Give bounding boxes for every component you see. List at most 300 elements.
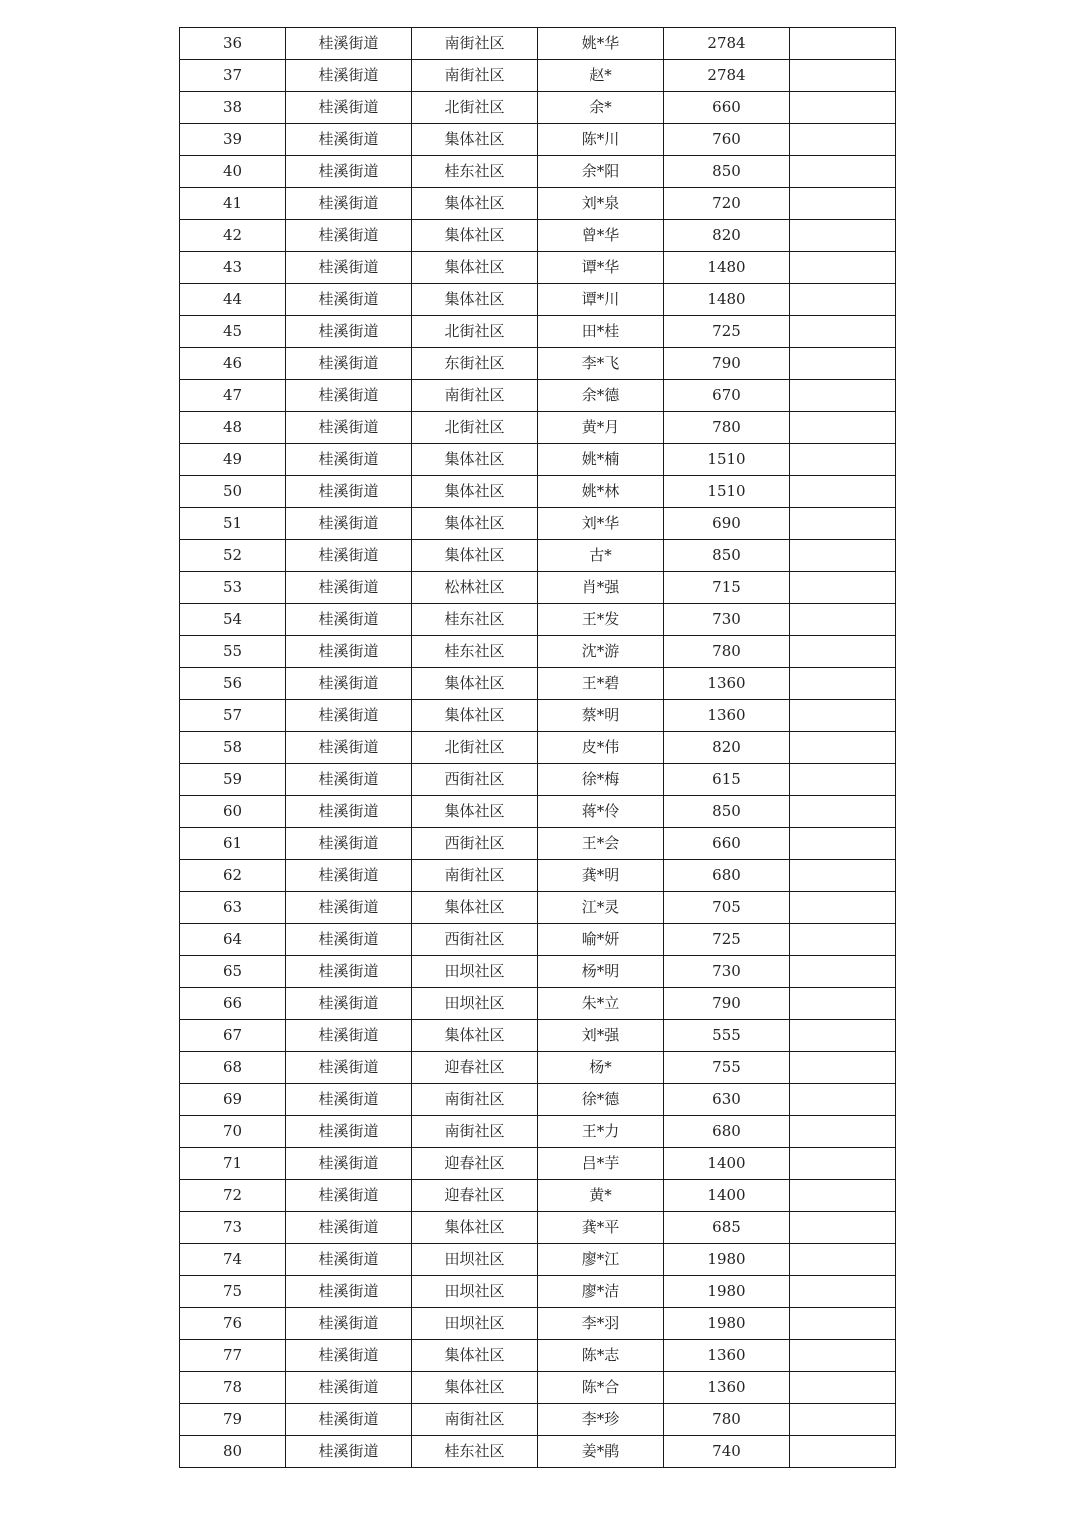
- cell-amount: 1480: [664, 284, 790, 316]
- cell-remarks: [790, 1372, 896, 1404]
- cell-community: 集体社区: [412, 188, 538, 220]
- cell-community: 集体社区: [412, 1340, 538, 1372]
- cell-person-name: 李*羽: [538, 1308, 664, 1340]
- cell-community: 集体社区: [412, 540, 538, 572]
- cell-serial-number: 80: [180, 1436, 286, 1468]
- cell-serial-number: 77: [180, 1340, 286, 1372]
- cell-remarks: [790, 860, 896, 892]
- cell-street: 桂溪街道: [286, 540, 412, 572]
- cell-serial-number: 50: [180, 476, 286, 508]
- cell-serial-number: 51: [180, 508, 286, 540]
- cell-serial-number: 52: [180, 540, 286, 572]
- cell-street: 桂溪街道: [286, 380, 412, 412]
- cell-remarks: [790, 572, 896, 604]
- cell-amount: 685: [664, 1212, 790, 1244]
- cell-serial-number: 45: [180, 316, 286, 348]
- table-row: [180, 1052, 896, 1084]
- table-row: [180, 732, 896, 764]
- cell-remarks: [790, 476, 896, 508]
- cell-remarks: [790, 796, 896, 828]
- cell-community: 集体社区: [412, 668, 538, 700]
- cell-street: 桂溪街道: [286, 156, 412, 188]
- cell-remarks: [790, 348, 896, 380]
- cell-serial-number: 74: [180, 1244, 286, 1276]
- cell-street: 桂溪街道: [286, 1148, 412, 1180]
- cell-serial-number: 49: [180, 444, 286, 476]
- cell-community: 松林社区: [412, 572, 538, 604]
- cell-person-name: 龚*明: [538, 860, 664, 892]
- cell-community: 桂东社区: [412, 604, 538, 636]
- table-row: [180, 476, 896, 508]
- cell-remarks: [790, 60, 896, 92]
- table-row: [180, 1340, 896, 1372]
- cell-street: 桂溪街道: [286, 1244, 412, 1276]
- cell-serial-number: 68: [180, 1052, 286, 1084]
- cell-community: 集体社区: [412, 892, 538, 924]
- cell-person-name: 黄*: [538, 1180, 664, 1212]
- table-row: [180, 284, 896, 316]
- table-row: [180, 860, 896, 892]
- cell-amount: 690: [664, 508, 790, 540]
- cell-community: 东街社区: [412, 348, 538, 380]
- cell-serial-number: 72: [180, 1180, 286, 1212]
- table-row: [180, 28, 896, 60]
- cell-person-name: 刘*泉: [538, 188, 664, 220]
- cell-street: 桂溪街道: [286, 412, 412, 444]
- cell-street: 桂溪街道: [286, 252, 412, 284]
- cell-street: 桂溪街道: [286, 508, 412, 540]
- cell-person-name: 肖*强: [538, 572, 664, 604]
- cell-remarks: [790, 1084, 896, 1116]
- cell-person-name: 谭*川: [538, 284, 664, 316]
- cell-community: 集体社区: [412, 508, 538, 540]
- cell-remarks: [790, 540, 896, 572]
- cell-community: 迎春社区: [412, 1148, 538, 1180]
- table-row: [180, 380, 896, 412]
- cell-remarks: [790, 220, 896, 252]
- table-row: [180, 1276, 896, 1308]
- table-row: [180, 1244, 896, 1276]
- cell-amount: 1360: [664, 668, 790, 700]
- cell-community: 北街社区: [412, 92, 538, 124]
- cell-remarks: [790, 700, 896, 732]
- cell-remarks: [790, 508, 896, 540]
- cell-amount: 630: [664, 1084, 790, 1116]
- cell-street: 桂溪街道: [286, 988, 412, 1020]
- cell-serial-number: 67: [180, 1020, 286, 1052]
- cell-serial-number: 59: [180, 764, 286, 796]
- cell-person-name: 廖*江: [538, 1244, 664, 1276]
- cell-amount: 705: [664, 892, 790, 924]
- cell-serial-number: 71: [180, 1148, 286, 1180]
- cell-serial-number: 76: [180, 1308, 286, 1340]
- cell-remarks: [790, 764, 896, 796]
- cell-street: 桂溪街道: [286, 700, 412, 732]
- table-row: [180, 1148, 896, 1180]
- cell-street: 桂溪街道: [286, 476, 412, 508]
- cell-amount: 820: [664, 220, 790, 252]
- cell-amount: 780: [664, 1404, 790, 1436]
- cell-serial-number: 78: [180, 1372, 286, 1404]
- cell-amount: 820: [664, 732, 790, 764]
- cell-community: 集体社区: [412, 700, 538, 732]
- cell-amount: 755: [664, 1052, 790, 1084]
- cell-community: 集体社区: [412, 252, 538, 284]
- cell-amount: 1980: [664, 1276, 790, 1308]
- cell-amount: 720: [664, 188, 790, 220]
- cell-remarks: [790, 380, 896, 412]
- cell-serial-number: 37: [180, 60, 286, 92]
- cell-remarks: [790, 732, 896, 764]
- cell-person-name: 李*飞: [538, 348, 664, 380]
- cell-street: 桂溪街道: [286, 668, 412, 700]
- cell-amount: 1360: [664, 1372, 790, 1404]
- cell-person-name: 陈*川: [538, 124, 664, 156]
- cell-amount: 555: [664, 1020, 790, 1052]
- cell-street: 桂溪街道: [286, 348, 412, 380]
- cell-street: 桂溪街道: [286, 444, 412, 476]
- cell-remarks: [790, 124, 896, 156]
- cell-amount: 680: [664, 860, 790, 892]
- cell-serial-number: 43: [180, 252, 286, 284]
- cell-remarks: [790, 892, 896, 924]
- table-row: [180, 892, 896, 924]
- cell-person-name: 陈*合: [538, 1372, 664, 1404]
- cell-street: 桂溪街道: [286, 1180, 412, 1212]
- cell-amount: 790: [664, 348, 790, 380]
- table-row: [180, 60, 896, 92]
- cell-remarks: [790, 156, 896, 188]
- table-row: [180, 188, 896, 220]
- cell-serial-number: 40: [180, 156, 286, 188]
- cell-serial-number: 55: [180, 636, 286, 668]
- cell-amount: 1400: [664, 1180, 790, 1212]
- table-row: [180, 412, 896, 444]
- cell-person-name: 徐*梅: [538, 764, 664, 796]
- cell-person-name: 刘*强: [538, 1020, 664, 1052]
- cell-remarks: [790, 1436, 896, 1468]
- cell-remarks: [790, 1276, 896, 1308]
- table-row: [180, 668, 896, 700]
- cell-serial-number: 36: [180, 28, 286, 60]
- cell-community: 集体社区: [412, 1020, 538, 1052]
- cell-person-name: 杨*: [538, 1052, 664, 1084]
- table-row: [180, 1436, 896, 1468]
- cell-street: 桂溪街道: [286, 828, 412, 860]
- cell-amount: 660: [664, 92, 790, 124]
- cell-serial-number: 60: [180, 796, 286, 828]
- cell-remarks: [790, 924, 896, 956]
- cell-amount: 615: [664, 764, 790, 796]
- cell-serial-number: 57: [180, 700, 286, 732]
- table-row: [180, 1372, 896, 1404]
- cell-street: 桂溪街道: [286, 188, 412, 220]
- cell-serial-number: 44: [180, 284, 286, 316]
- cell-amount: 790: [664, 988, 790, 1020]
- cell-person-name: 姚*林: [538, 476, 664, 508]
- cell-serial-number: 38: [180, 92, 286, 124]
- cell-street: 桂溪街道: [286, 860, 412, 892]
- cell-street: 桂溪街道: [286, 1116, 412, 1148]
- table-row: [180, 796, 896, 828]
- cell-street: 桂溪街道: [286, 1212, 412, 1244]
- cell-street: 桂溪街道: [286, 924, 412, 956]
- cell-person-name: 余*德: [538, 380, 664, 412]
- cell-community: 南街社区: [412, 60, 538, 92]
- cell-street: 桂溪街道: [286, 1052, 412, 1084]
- cell-person-name: 王*会: [538, 828, 664, 860]
- cell-amount: 850: [664, 156, 790, 188]
- cell-amount: 730: [664, 956, 790, 988]
- table-row: [180, 540, 896, 572]
- table-row: [180, 252, 896, 284]
- cell-serial-number: 54: [180, 604, 286, 636]
- table-row: [180, 124, 896, 156]
- cell-remarks: [790, 988, 896, 1020]
- table-body: [180, 28, 896, 1468]
- cell-amount: 670: [664, 380, 790, 412]
- cell-serial-number: 66: [180, 988, 286, 1020]
- cell-community: 集体社区: [412, 476, 538, 508]
- cell-amount: 730: [664, 604, 790, 636]
- cell-person-name: 曾*华: [538, 220, 664, 252]
- cell-community: 桂东社区: [412, 636, 538, 668]
- cell-person-name: 李*珍: [538, 1404, 664, 1436]
- cell-street: 桂溪街道: [286, 1084, 412, 1116]
- cell-person-name: 吕*芋: [538, 1148, 664, 1180]
- cell-remarks: [790, 188, 896, 220]
- cell-amount: 715: [664, 572, 790, 604]
- cell-street: 桂溪街道: [286, 1020, 412, 1052]
- cell-person-name: 姚*楠: [538, 444, 664, 476]
- table-row: [180, 924, 896, 956]
- cell-remarks: [790, 1340, 896, 1372]
- cell-community: 田坝社区: [412, 1308, 538, 1340]
- cell-amount: 725: [664, 924, 790, 956]
- cell-street: 桂溪街道: [286, 796, 412, 828]
- cell-community: 田坝社区: [412, 1244, 538, 1276]
- cell-person-name: 杨*明: [538, 956, 664, 988]
- cell-community: 集体社区: [412, 124, 538, 156]
- cell-amount: 1510: [664, 476, 790, 508]
- cell-amount: 1980: [664, 1308, 790, 1340]
- cell-community: 桂东社区: [412, 1436, 538, 1468]
- cell-community: 集体社区: [412, 1212, 538, 1244]
- cell-person-name: 黄*月: [538, 412, 664, 444]
- cell-serial-number: 75: [180, 1276, 286, 1308]
- table-row: [180, 636, 896, 668]
- cell-remarks: [790, 316, 896, 348]
- cell-person-name: 蔡*明: [538, 700, 664, 732]
- cell-serial-number: 41: [180, 188, 286, 220]
- cell-street: 桂溪街道: [286, 124, 412, 156]
- cell-serial-number: 56: [180, 668, 286, 700]
- cell-street: 桂溪街道: [286, 60, 412, 92]
- cell-serial-number: 42: [180, 220, 286, 252]
- cell-amount: 2784: [664, 60, 790, 92]
- cell-amount: 2784: [664, 28, 790, 60]
- cell-street: 桂溪街道: [286, 28, 412, 60]
- cell-community: 集体社区: [412, 1372, 538, 1404]
- cell-amount: 1480: [664, 252, 790, 284]
- cell-community: 南街社区: [412, 1116, 538, 1148]
- table-row: [180, 1308, 896, 1340]
- cell-community: 西街社区: [412, 924, 538, 956]
- cell-community: 田坝社区: [412, 988, 538, 1020]
- cell-community: 西街社区: [412, 828, 538, 860]
- cell-person-name: 姜*鹃: [538, 1436, 664, 1468]
- table-row: [180, 572, 896, 604]
- cell-person-name: 朱*立: [538, 988, 664, 1020]
- cell-street: 桂溪街道: [286, 92, 412, 124]
- cell-person-name: 徐*德: [538, 1084, 664, 1116]
- cell-person-name: 陈*志: [538, 1340, 664, 1372]
- table-row: [180, 700, 896, 732]
- cell-remarks: [790, 1052, 896, 1084]
- cell-community: 集体社区: [412, 444, 538, 476]
- cell-person-name: 皮*伟: [538, 732, 664, 764]
- cell-remarks: [790, 252, 896, 284]
- cell-serial-number: 46: [180, 348, 286, 380]
- cell-person-name: 王*发: [538, 604, 664, 636]
- table-row: [180, 220, 896, 252]
- cell-person-name: 廖*洁: [538, 1276, 664, 1308]
- cell-person-name: 余*阳: [538, 156, 664, 188]
- cell-remarks: [790, 1404, 896, 1436]
- cell-person-name: 王*力: [538, 1116, 664, 1148]
- cell-serial-number: 69: [180, 1084, 286, 1116]
- cell-remarks: [790, 1212, 896, 1244]
- cell-street: 桂溪街道: [286, 892, 412, 924]
- cell-remarks: [790, 412, 896, 444]
- cell-serial-number: 58: [180, 732, 286, 764]
- cell-street: 桂溪街道: [286, 1372, 412, 1404]
- cell-street: 桂溪街道: [286, 764, 412, 796]
- cell-amount: 850: [664, 540, 790, 572]
- table-row: [180, 828, 896, 860]
- cell-remarks: [790, 284, 896, 316]
- table-row: [180, 156, 896, 188]
- cell-amount: 680: [664, 1116, 790, 1148]
- cell-community: 迎春社区: [412, 1052, 538, 1084]
- cell-remarks: [790, 828, 896, 860]
- cell-street: 桂溪街道: [286, 956, 412, 988]
- table-row: [180, 604, 896, 636]
- table-row: [180, 316, 896, 348]
- cell-street: 桂溪街道: [286, 572, 412, 604]
- cell-street: 桂溪街道: [286, 284, 412, 316]
- cell-serial-number: 79: [180, 1404, 286, 1436]
- cell-amount: 780: [664, 412, 790, 444]
- cell-community: 南街社区: [412, 28, 538, 60]
- cell-serial-number: 63: [180, 892, 286, 924]
- cell-community: 北街社区: [412, 732, 538, 764]
- cell-amount: 1360: [664, 700, 790, 732]
- cell-amount: 1510: [664, 444, 790, 476]
- cell-community: 南街社区: [412, 1404, 538, 1436]
- cell-serial-number: 65: [180, 956, 286, 988]
- cell-serial-number: 39: [180, 124, 286, 156]
- cell-amount: 850: [664, 796, 790, 828]
- cell-person-name: 王*碧: [538, 668, 664, 700]
- cell-person-name: 赵*: [538, 60, 664, 92]
- table-row: [180, 1212, 896, 1244]
- cell-remarks: [790, 1116, 896, 1148]
- table-row: [180, 956, 896, 988]
- cell-community: 集体社区: [412, 796, 538, 828]
- cell-person-name: 江*灵: [538, 892, 664, 924]
- cell-amount: 1360: [664, 1340, 790, 1372]
- cell-amount: 1980: [664, 1244, 790, 1276]
- cell-person-name: 古*: [538, 540, 664, 572]
- table-row: [180, 1180, 896, 1212]
- cell-remarks: [790, 1244, 896, 1276]
- cell-remarks: [790, 636, 896, 668]
- cell-community: 集体社区: [412, 284, 538, 316]
- cell-community: 南街社区: [412, 1084, 538, 1116]
- cell-remarks: [790, 1308, 896, 1340]
- subsidy-list-table: [179, 27, 896, 1468]
- table-row: [180, 1084, 896, 1116]
- cell-amount: 740: [664, 1436, 790, 1468]
- table-row: [180, 444, 896, 476]
- cell-street: 桂溪街道: [286, 732, 412, 764]
- table-row: [180, 764, 896, 796]
- cell-remarks: [790, 1180, 896, 1212]
- cell-serial-number: 73: [180, 1212, 286, 1244]
- table-row: [180, 508, 896, 540]
- cell-street: 桂溪街道: [286, 1436, 412, 1468]
- cell-amount: 660: [664, 828, 790, 860]
- table-row: [180, 348, 896, 380]
- cell-amount: 760: [664, 124, 790, 156]
- table-row: [180, 92, 896, 124]
- cell-amount: 780: [664, 636, 790, 668]
- cell-serial-number: 62: [180, 860, 286, 892]
- cell-community: 南街社区: [412, 860, 538, 892]
- cell-street: 桂溪街道: [286, 220, 412, 252]
- cell-serial-number: 61: [180, 828, 286, 860]
- cell-remarks: [790, 1148, 896, 1180]
- cell-street: 桂溪街道: [286, 316, 412, 348]
- cell-amount: 1400: [664, 1148, 790, 1180]
- cell-street: 桂溪街道: [286, 636, 412, 668]
- table-row: [180, 988, 896, 1020]
- cell-community: 西街社区: [412, 764, 538, 796]
- cell-person-name: 刘*华: [538, 508, 664, 540]
- cell-remarks: [790, 92, 896, 124]
- cell-amount: 725: [664, 316, 790, 348]
- cell-community: 迎春社区: [412, 1180, 538, 1212]
- cell-person-name: 余*: [538, 92, 664, 124]
- cell-community: 南街社区: [412, 380, 538, 412]
- cell-street: 桂溪街道: [286, 1404, 412, 1436]
- cell-person-name: 田*桂: [538, 316, 664, 348]
- cell-person-name: 姚*华: [538, 28, 664, 60]
- cell-community: 田坝社区: [412, 1276, 538, 1308]
- cell-remarks: [790, 444, 896, 476]
- cell-serial-number: 70: [180, 1116, 286, 1148]
- table-row: [180, 1116, 896, 1148]
- cell-remarks: [790, 604, 896, 636]
- cell-remarks: [790, 28, 896, 60]
- cell-person-name: 龚*平: [538, 1212, 664, 1244]
- cell-community: 北街社区: [412, 316, 538, 348]
- cell-community: 桂东社区: [412, 156, 538, 188]
- cell-serial-number: 53: [180, 572, 286, 604]
- cell-person-name: 谭*华: [538, 252, 664, 284]
- cell-street: 桂溪街道: [286, 1308, 412, 1340]
